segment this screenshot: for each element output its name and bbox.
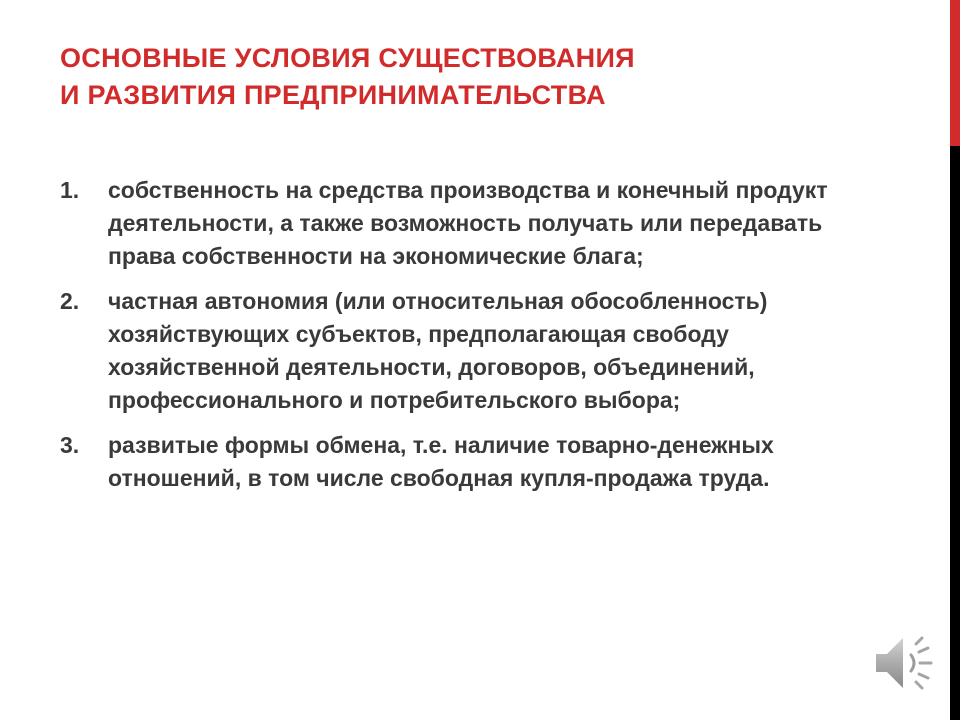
list-item-text: частная автономия (или относительная обособленность) хозяйствующих субъектов, предполагающая свободу хозяйственной деятельности, договоров, объединений, профессионального и потребительского выбора; — [108, 288, 768, 413]
title-line-1: ОСНОВНЫЕ УСЛОВИЯ СУЩЕСТВОВАНИЯ — [60, 43, 635, 73]
list-item — [60, 429, 850, 495]
slide-title — [60, 40, 880, 114]
list-item-number: 3. — [60, 432, 80, 458]
list-item-number: 1. — [60, 177, 80, 203]
list-item — [60, 174, 850, 273]
list-item-number: 2. — [60, 288, 80, 314]
conditions-list — [60, 174, 850, 507]
title-line-2: И РАЗВИТИЯ ПРЕДПРИНИМАТЕЛЬСТВА — [60, 80, 606, 110]
accent-bar — [950, 0, 960, 720]
list-item-text: собственность на средства производства и конечный продукт деятельности, а также возможность получать или передавать права собственности на экономические блага; — [108, 177, 828, 269]
list-item — [60, 285, 850, 417]
speaker-icon[interactable] — [870, 630, 942, 694]
list-item-text: развитые формы обмена, т.е. наличие товарно-денежных отношений, в том числе свободная купля-продажа труда. — [108, 432, 774, 491]
